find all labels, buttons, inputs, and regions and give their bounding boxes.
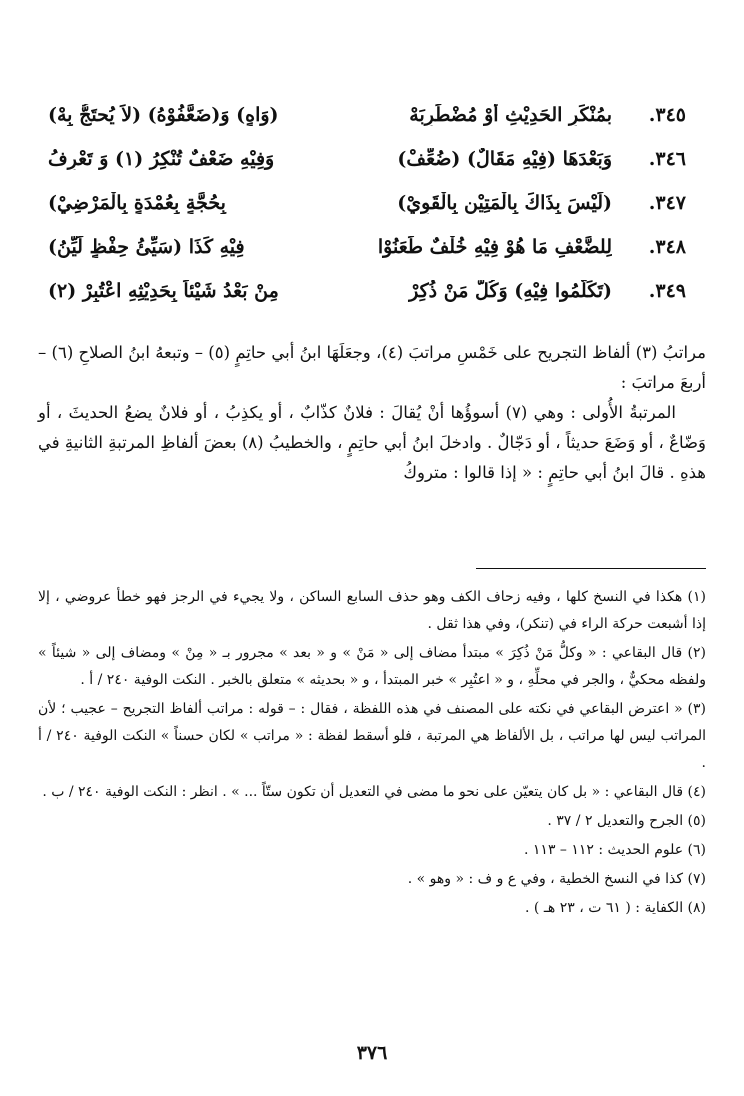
verse-second-hemistich: مِنْ بَعْدُ شَيْئاً بِحَدِيْثِهِ اعْتُبِرْ (٢) — [48, 280, 279, 302]
footnote-6: (٦) علوم الحديث : ١١٢ – ١١٣ . — [524, 842, 706, 858]
verse-second-hemistich: فِيْهِ كَذَا (سَيِّئُ حِفْظٍ لَيِّنُ) — [48, 236, 245, 258]
footnote-4: (٤) قال البقاعي : « بل كان يتعيّن على نحو ما مضى في التعديل أن تكون ستّاً ... » . انظر : النكت الوفية ٢٤٠ / ب . — [42, 784, 706, 800]
verse-345 — [46, 104, 686, 148]
verse-second-hemistich: بِحُجَّةٍ بِعُمْدَةٍ بِالْمَرْضِيْ) — [48, 192, 226, 214]
footnote-1: (١) هكذا في النسخ كلها ، وفيه زحاف الكف وهو حذف السابع الساكن ، ولا يجيء في الرجز فهو خطأ عروضي ، إلا إذا أشبعت حركة الراء في (تنكر)، وفي هذا ثقل . — [38, 589, 706, 632]
verse-number: ٣٤٩. — [648, 280, 686, 302]
commentary-text — [38, 338, 706, 488]
verse-349 — [46, 280, 686, 324]
verse-347 — [46, 192, 686, 236]
verse-number: ٣٤٥. — [648, 104, 686, 126]
page-number: ٣٧٦ — [356, 1042, 388, 1064]
footnote-7: (٧) كذا في النسخ الخطية ، وفي ع و ف : « وهو » . — [407, 871, 706, 887]
commentary-paragraph: المرتبةُ الأُولى : وهي (٧) أسوؤُها أنْ يُقالَ : فلانٌ كذّابٌ ، أو يكذِبُ ، أو فلانٌ يضعُ الحديثَ ، أو وَضّاعٌ ، أو وَضَعَ حديثاً ، أو دَجّالٌ . وادخلَ ابنُ أبي حاتِمٍ ، والخطيبُ (٨) بعضَ ألفاظِ المرتبةِ الثانيةِ في هذهِ . قالَ ابنُ أبي حاتِمٍ : « إذا قالوا : متروكُ — [38, 403, 706, 482]
verse-348 — [46, 236, 686, 280]
footnote-2: (٢) قال البقاعي : « وكلُّ مَنْ ذُكِرَ » مبتدأ مضاف إلى « مَنْ » و « بعد » مجرور بـ « مِنْ » ومضاف إلى « شيئاً » ولفظه محكيٌّ ، والجر في محلِّهِ ، و « اعتُبِر » خبر المبتدأ ، و « بحديثه » متعلق بالخبر . النكت الوفية ٢٤٠ / أ . — [38, 645, 706, 688]
verse-first-hemistich: بمُنْكَرِ الحَدِيْثِ أَوْ مُضْطَرِبَهْ — [409, 104, 612, 126]
verse-first-hemistich: (لَيْسَ بِذَاكَ بِالْمَتِيْنِ بِالْقَوِيْ) — [397, 192, 612, 214]
poem-block — [46, 104, 686, 324]
verse-346 — [46, 148, 686, 192]
verse-first-hemistich: وَبَعْدَهَا (فِيْهِ مَقَالٌ) (ضُعِّفْ) — [397, 148, 612, 170]
footnotes — [38, 584, 706, 924]
verse-number: ٣٤٨. — [648, 236, 686, 258]
verse-first-hemistich: لِلضَّعْفِ مَا هُوْ فِيْهِ خُلْفٌ طَعَنُوْا — [377, 236, 612, 258]
verse-number: ٣٤٦. — [648, 148, 686, 170]
footnote-3: (٣) « اعترض البقاعي في نكته على المصنف في هذه اللفظة ، فقال : – قوله : مراتب ألفاظ التجريح – عجيب ؛ لأن المراتب ليس لها مراتب ، بل الألفاظ هي المرتبة ، فلو أسقط لفظة : « مراتب » لكان حسناً » النكت الوفية ٢٤٠ / أ . — [38, 701, 706, 771]
verse-number: ٣٤٧. — [648, 192, 686, 214]
footnote-divider — [476, 568, 706, 569]
commentary-paragraph: مراتبُ (٣) ألفاظ التجريح على خَمْسِ مراتبَ (٤)، وجعَلَهَا ابنُ أبي حاتِمٍ (٥) – وتبعهُ ابنُ الصلاحِ (٦) – أربعَ مراتبَ : — [38, 343, 706, 392]
verse-first-hemistich: (تَكَلَّمُوا فِيْهِ) وَكُلُّ مَنْ ذُكِرْ — [409, 280, 612, 302]
footnote-5: (٥) الجرح والتعديل ٢ / ٣٧ . — [547, 813, 706, 829]
verse-second-hemistich: وَفِيْهِ ضَعْفٌ تُنْكِرُ (١) وَ تَعْرِفُ — [48, 148, 275, 170]
footnote-8: (٨) الكفاية : ( ٦١ ت ، ٢٣ هـ ) . — [525, 900, 706, 916]
verse-second-hemistich: (وَاهٍ) وَ(ضَعَّفُوْهُ) (لاَ يُحتَجُّ بِهْ) — [48, 104, 279, 126]
